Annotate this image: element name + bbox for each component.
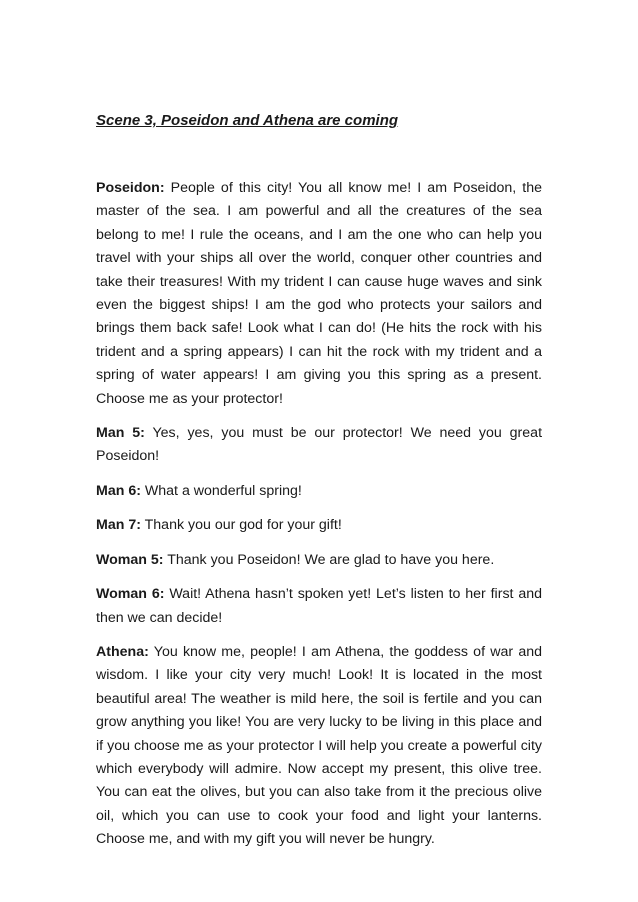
dialogue-line-poseidon <box>96 177 542 411</box>
dialogue-text: You know me, people! I am Athena, the goddess of war and wisdom. I like your city very much! Look! It is located in the most beautiful area! The weather is mild here, the soil is fertile and you can grow anything you like! You are very lucky to be living in this place and if you choose me as your protector I will help you create a powerful city which everybody will admire. Now accept my present, this olive tree. You can eat the olives, but you can also take from it the precious olive oil, which you can use to cook your food and light your lanterns. Choose me, and with my gift you will never be hungry. <box>96 643 542 848</box>
speaker-name: Man 5: <box>96 425 145 442</box>
dialogue-text: Wait! Athena hasn’t spoken yet! Let’s listen to her first and then we can decide! <box>96 586 543 626</box>
document-page <box>96 112 542 863</box>
dialogue-line-man-7 <box>96 514 542 537</box>
dialogue-text: People of this city! You all know me! I am Poseidon, the master of the sea. I am powerful and all the creatures of the sea belong to me! I rule the oceans, and I am the one who can help you travel with your ships all over the world, conquer other countries and take their treasures! With my trident I can cause huge waves and sink even the biggest ships! I am the god who protects your sailors and brings them back safe! Look what I can do! (He hits the rock with his trident and a spring appears) I can hit the rock with my trident and a spring of water appears! I am giving you this spring as a present. Choose me as your protector! <box>96 180 542 407</box>
speaker-name: Man 7: <box>96 517 141 534</box>
speaker-name: Athena: <box>96 643 149 660</box>
dialogue-text: Thank you Poseidon! We are glad to have you here. <box>167 551 495 568</box>
dialogue-text: Thank you our god for your gift! <box>144 517 342 534</box>
speaker-name: Woman 6: <box>96 586 165 603</box>
dialogue-line-man-6 <box>96 480 542 503</box>
speaker-name: Man 6: <box>96 482 141 499</box>
dialogue-line-man-5 <box>96 422 542 469</box>
dialogue-line-athena <box>96 641 542 852</box>
dialogue-text: What a wonderful spring! <box>144 482 302 499</box>
speaker-name: Poseidon: <box>96 180 165 196</box>
speaker-name: Woman 5: <box>96 551 164 568</box>
scene-title: Scene 3, Poseidon and Athena are coming <box>96 112 399 129</box>
dialogue-line-woman-6 <box>96 583 542 630</box>
dialogue-line-woman-5 <box>96 549 542 572</box>
dialogue-text: Yes, yes, you must be our protector! We need you great Poseidon! <box>96 425 543 465</box>
